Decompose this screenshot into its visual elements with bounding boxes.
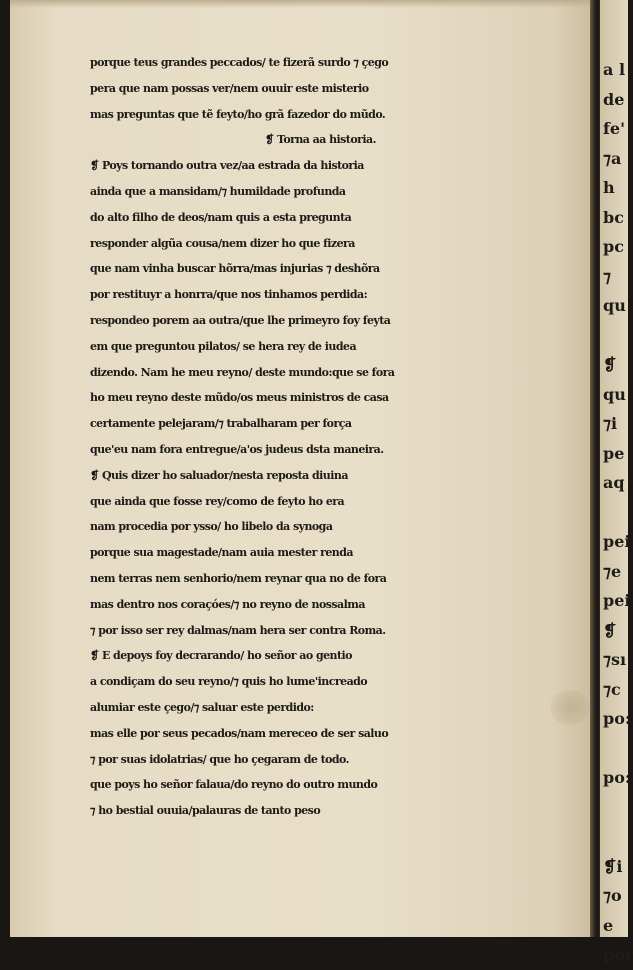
main-text-block: [90, 50, 610, 824]
text-line: mas preguntas que tẽ feyto/ho grã fazedor do mũdo.: [90, 107, 386, 121]
text-line: ❡ E depoys foy decrarando/ ho señor ao gentio: [90, 649, 352, 663]
text-line: ⁊ por isso ser rey dalmas/nam hera ser contra Roma.: [90, 623, 386, 637]
facing-page-fragment: ⁊a: [603, 148, 622, 168]
text-line: ❡ Poys tornando outra vez/aa estrada da historia: [90, 159, 364, 173]
facing-page-fragment: aq: [603, 473, 625, 492]
text-line: que nam vinha buscar hõrra/mas injurias ⁊ deshõra: [90, 262, 380, 276]
facing-page-fragment: ❡: [603, 355, 617, 374]
text-line: pera que nam possas ver/nem ouuir este misterio: [90, 81, 369, 95]
facing-page-fragment: de: [603, 89, 625, 109]
text-line: alumiar este çego/⁊ saluar este perdido:: [90, 700, 314, 714]
book-page-recto-edge: [600, 0, 633, 964]
text-line: que ainda que fosse rey/como de feyto ho era: [90, 494, 345, 508]
text-line: que poys ho señor falaua/do reyno do outro mundo: [90, 778, 378, 792]
facing-page-fragment: [600, 498, 633, 528]
facing-page-fragment: qu: [603, 296, 626, 315]
facing-page-fragment: pei: [603, 591, 631, 610]
facing-page-fragment: por: [603, 945, 633, 964]
page-top-edge: [10, 0, 598, 8]
text-line: mas elle por seus pecados/nam mereceo de ser saluo: [90, 726, 389, 740]
text-line: ho meu reyno deste mũdo/os meus ministros de casa: [90, 391, 389, 405]
facing-page-fragment: pei: [603, 532, 631, 551]
text-line: por restituyr a honrra/que nos tinhamos perdida:: [90, 288, 368, 302]
text-line: mas dentro nos coraçóes/⁊ no reyno de nossalma: [90, 597, 365, 611]
facing-page-fragment: pe: [603, 443, 625, 463]
facing-page-fragment: bc: [603, 207, 624, 227]
facing-page-fragment: ⁊e: [603, 561, 622, 581]
text-line: nam procedia por ysso/ ho libelo da synoga: [90, 520, 333, 534]
facing-page-fragment: ⁊i: [603, 414, 618, 433]
facing-page-fragment: h: [603, 178, 615, 197]
facing-page-fragment: fe': [603, 119, 625, 138]
facing-page-fragment: a l: [603, 60, 626, 79]
facing-page-fragment: [600, 793, 633, 823]
facing-page-fragment: ⁊: [603, 266, 611, 286]
facing-page-fragment: ⁊o: [603, 886, 622, 905]
facing-page-fragment: [600, 734, 633, 764]
text-line: respondeo porem aa outra/que lhe primeyro foy feyta: [90, 313, 391, 327]
facing-page-fragment: [600, 822, 633, 852]
facing-page-fragment: ❡i: [603, 856, 623, 876]
facing-page-fragment: ⁊c: [603, 679, 621, 699]
text-line: ainda que a mansidam/⁊ humildade profunda: [90, 184, 346, 198]
facing-page-fragment: [600, 321, 633, 351]
facing-page-fragment: qu: [603, 384, 626, 404]
text-line: porque teus grandes peccados/ te fizerã surdo ⁊ çego: [90, 56, 389, 69]
facing-page-fragment: po:: [603, 768, 631, 787]
text-line: ⁊ ho bestial ouuia/palauras de tanto peso: [90, 804, 321, 818]
book-page-verso: [10, 0, 598, 937]
section-heading: ❡ Torna aa historia.: [265, 133, 376, 147]
text-line: responder algũa cousa/nem dizer ho que fizera: [90, 236, 355, 250]
facing-page-fragment: po:: [603, 709, 631, 728]
facing-page-fragment: pc: [603, 237, 624, 256]
text-line: a condiçam do seu reyno/⁊ quis ho lume'increado: [90, 675, 368, 689]
text-line: nem terras nem senhorio/nem reynar qua no de fora: [90, 571, 387, 585]
facing-page-fragment: e: [603, 915, 614, 935]
text-line: em que preguntou pilatos/ se hera rey de iudea: [90, 339, 357, 353]
facing-page-fragment: ⁊sı: [603, 650, 627, 669]
facing-page-text-block: [600, 55, 633, 970]
text-line: que'eu nam fora entregue/a'os judeus dsta maneira.: [90, 442, 384, 456]
text-line: ❡ Quis dizer ho saluador/nesta reposta diuina: [90, 468, 348, 482]
text-line: dizendo. Nam he meu reyno/ deste mundo:que se fora: [90, 365, 395, 379]
text-line: porque sua magestade/nam auia mester renda: [90, 546, 353, 560]
text-line: ⁊ por suas idolatrias/ que ho çegaram de todo.: [90, 752, 349, 766]
text-line: certamente pelejaram/⁊ trabalharam per força: [90, 417, 352, 431]
facing-page-fragment: ❡: [603, 620, 617, 640]
text-line: do alto filho de deos/nam quis a esta pregunta: [90, 210, 352, 224]
